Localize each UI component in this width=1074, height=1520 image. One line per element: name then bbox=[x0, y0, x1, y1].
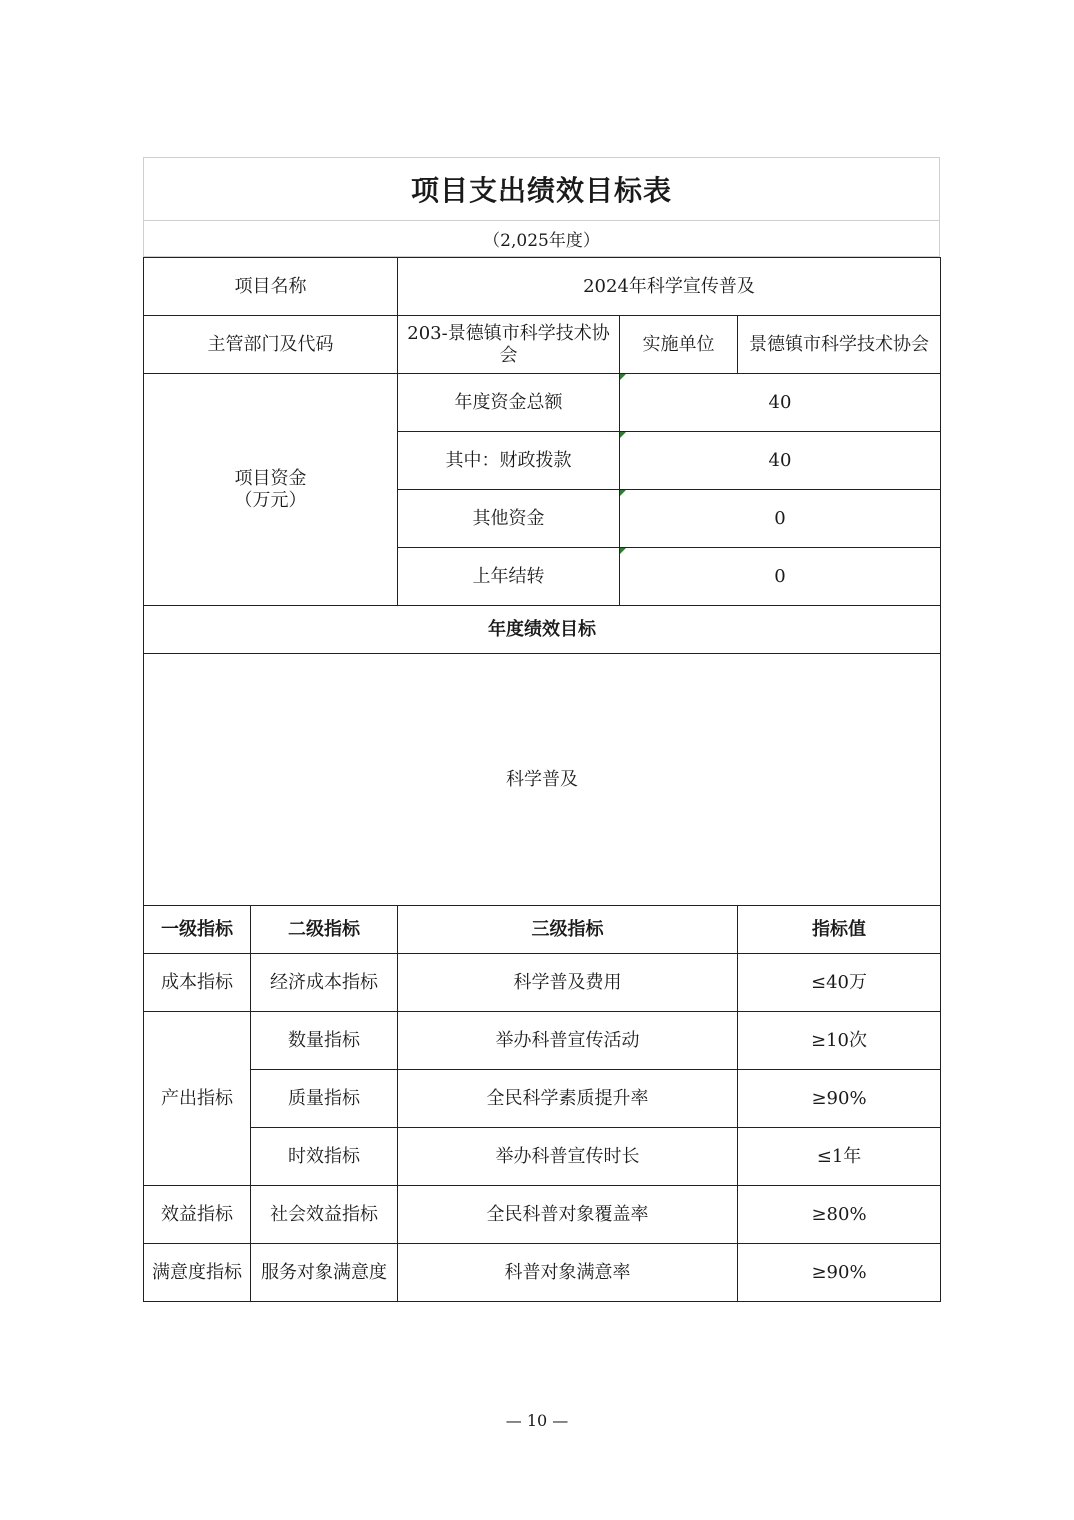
goal-text-row bbox=[144, 654, 941, 906]
funds-row-value: 40 bbox=[620, 432, 941, 490]
value-header: 指标值 bbox=[738, 906, 941, 954]
level1-header: 一级指标 bbox=[144, 906, 251, 954]
year-box bbox=[143, 220, 940, 257]
level1-benefit: 效益指标 bbox=[144, 1186, 251, 1244]
level3-cell: 科普对象满意率 bbox=[398, 1244, 738, 1302]
level2-cell: 经济成本指标 bbox=[251, 954, 398, 1012]
project-name-value: 2024年科学宣传普及 bbox=[398, 258, 941, 316]
impl-value: 景德镇市科学技术协会 bbox=[738, 316, 941, 374]
level2-cell: 质量指标 bbox=[251, 1070, 398, 1128]
impl-label: 实施单位 bbox=[620, 316, 738, 374]
page-number: — 10 — bbox=[505, 1411, 569, 1430]
level1-satisfaction: 满意度指标 bbox=[144, 1244, 251, 1302]
level2-cell: 服务对象满意度 bbox=[251, 1244, 398, 1302]
funds-label: 项目资金 bbox=[234, 467, 307, 489]
level2-header: 二级指标 bbox=[251, 906, 398, 954]
funds-label-cell bbox=[144, 374, 398, 606]
level3-header: 三级指标 bbox=[398, 906, 738, 954]
funds-row-label: 其他资金 bbox=[398, 490, 620, 548]
funds-row-value: 0 bbox=[620, 490, 941, 548]
dept-value: 203-景德镇市科学技术协会 bbox=[398, 316, 620, 374]
title-box bbox=[143, 157, 940, 220]
goal-header: 年度绩效目标 bbox=[144, 606, 941, 654]
funds-row-label: 年度资金总额 bbox=[398, 374, 620, 432]
level1-output: 产出指标 bbox=[144, 1012, 251, 1186]
indicator-row bbox=[144, 1244, 941, 1302]
indicator-value: ≥10次 bbox=[738, 1012, 941, 1070]
target-table bbox=[143, 257, 941, 1302]
indicator-value: ≥90% bbox=[738, 1244, 941, 1302]
indicator-row bbox=[144, 954, 941, 1012]
dept-label: 主管部门及代码 bbox=[144, 316, 398, 374]
indicator-value: ≥80% bbox=[738, 1186, 941, 1244]
indicator-row bbox=[144, 1012, 941, 1070]
funds-unit: （万元） bbox=[234, 489, 307, 511]
dept-row bbox=[144, 316, 941, 374]
indicator-row bbox=[144, 1186, 941, 1244]
funds-row-label: 上年结转 bbox=[398, 548, 620, 606]
project-name-label: 项目名称 bbox=[144, 258, 398, 316]
performance-target-sheet bbox=[143, 157, 940, 1302]
level3-cell: 全民科学素质提升率 bbox=[398, 1070, 738, 1128]
goal-header-row bbox=[144, 606, 941, 654]
level3-cell: 举办科普宣传时长 bbox=[398, 1128, 738, 1186]
indicator-row bbox=[144, 1070, 941, 1128]
funds-row-label: 其中：财政拨款 bbox=[398, 432, 620, 490]
goal-text: 科学普及 bbox=[144, 654, 941, 906]
level3-cell: 举办科普宣传活动 bbox=[398, 1012, 738, 1070]
indicator-value: ≤1年 bbox=[738, 1128, 941, 1186]
fiscal-year: （2,025年度） bbox=[483, 231, 600, 251]
indicator-row bbox=[144, 1128, 941, 1186]
funds-row bbox=[144, 374, 941, 432]
page-title: 项目支出绩效目标表 bbox=[410, 174, 672, 207]
level2-cell: 时效指标 bbox=[251, 1128, 398, 1186]
project-name-row bbox=[144, 258, 941, 316]
indicator-value: ≥90% bbox=[738, 1070, 941, 1128]
level1-cost: 成本指标 bbox=[144, 954, 251, 1012]
level3-cell: 全民科普对象覆盖率 bbox=[398, 1186, 738, 1244]
funds-row-value: 0 bbox=[620, 548, 941, 606]
level3-cell: 科学普及费用 bbox=[398, 954, 738, 1012]
indicator-header-row bbox=[144, 906, 941, 954]
funds-row-value: 40 bbox=[620, 374, 941, 432]
indicator-value: ≤40万 bbox=[738, 954, 941, 1012]
level2-cell: 社会效益指标 bbox=[251, 1186, 398, 1244]
level2-cell: 数量指标 bbox=[251, 1012, 398, 1070]
